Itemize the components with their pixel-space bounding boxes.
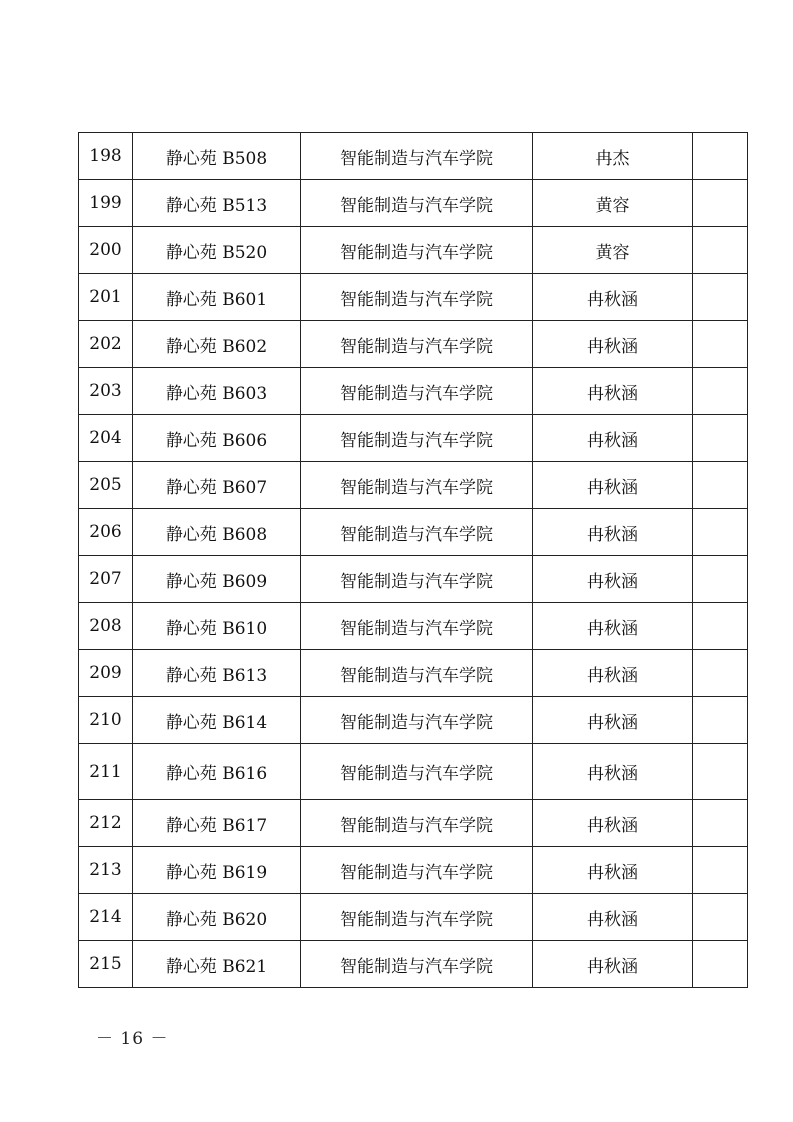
room-cell: 静心苑 B621 [133,941,301,988]
college-cell: 智能制造与汽车学院 [301,697,533,744]
table-row [79,697,748,744]
table-row [79,941,748,988]
name-cell: 冉秋涵 [533,274,693,321]
table-row [79,274,748,321]
name-cell: 黄容 [533,227,693,274]
table-row [79,321,748,368]
table-row [79,556,748,603]
college-cell: 智能制造与汽车学院 [301,509,533,556]
name-cell: 冉秋涵 [533,744,693,800]
college-cell: 智能制造与汽车学院 [301,894,533,941]
name-cell: 冉秋涵 [533,894,693,941]
college-cell: 智能制造与汽车学院 [301,556,533,603]
name-cell: 冉秋涵 [533,603,693,650]
note-cell [693,321,748,368]
name-cell: 冉杰 [533,133,693,180]
table-row [79,894,748,941]
table-row [79,800,748,847]
college-cell: 智能制造与汽车学院 [301,847,533,894]
row-number: 215 [79,941,133,988]
note-cell [693,227,748,274]
note-cell [693,556,748,603]
table-row [79,133,748,180]
row-number: 211 [79,744,133,800]
college-cell: 智能制造与汽车学院 [301,133,533,180]
row-number: 206 [79,509,133,556]
table-row [79,847,748,894]
room-cell: 静心苑 B620 [133,894,301,941]
room-cell: 静心苑 B607 [133,462,301,509]
note-cell [693,603,748,650]
note-cell [693,941,748,988]
room-cell: 静心苑 B606 [133,415,301,462]
table-row [79,603,748,650]
row-number: 199 [79,180,133,227]
note-cell [693,697,748,744]
room-cell: 静心苑 B613 [133,650,301,697]
name-cell: 冉秋涵 [533,509,693,556]
table-row [79,368,748,415]
row-number: 201 [79,274,133,321]
row-number: 202 [79,321,133,368]
row-number: 205 [79,462,133,509]
room-cell: 静心苑 B602 [133,321,301,368]
college-cell: 智能制造与汽车学院 [301,321,533,368]
room-cell: 静心苑 B513 [133,180,301,227]
note-cell [693,133,748,180]
room-cell: 静心苑 B520 [133,227,301,274]
college-cell: 智能制造与汽车学院 [301,415,533,462]
row-number: 214 [79,894,133,941]
room-cell: 静心苑 B508 [133,133,301,180]
row-number: 213 [79,847,133,894]
name-cell: 冉秋涵 [533,650,693,697]
row-number: 208 [79,603,133,650]
room-cell: 静心苑 B609 [133,556,301,603]
table-row [79,462,748,509]
name-cell: 冉秋涵 [533,462,693,509]
college-cell: 智能制造与汽车学院 [301,744,533,800]
college-cell: 智能制造与汽车学院 [301,650,533,697]
name-cell: 冉秋涵 [533,697,693,744]
college-cell: 智能制造与汽车学院 [301,274,533,321]
row-number: 203 [79,368,133,415]
table-row [79,509,748,556]
college-cell: 智能制造与汽车学院 [301,227,533,274]
name-cell: 冉秋涵 [533,321,693,368]
room-cell: 静心苑 B601 [133,274,301,321]
table-row [79,744,748,800]
name-cell: 黄容 [533,180,693,227]
row-number: 210 [79,697,133,744]
room-cell: 静心苑 B610 [133,603,301,650]
note-cell [693,650,748,697]
room-cell: 静心苑 B603 [133,368,301,415]
note-cell [693,368,748,415]
note-cell [693,415,748,462]
note-cell [693,180,748,227]
name-cell: 冉秋涵 [533,941,693,988]
row-number: 200 [79,227,133,274]
note-cell [693,509,748,556]
page-number: － 16 － [96,1029,169,1049]
row-number: 198 [79,133,133,180]
table-row [79,650,748,697]
row-number: 212 [79,800,133,847]
note-cell [693,462,748,509]
name-cell: 冉秋涵 [533,556,693,603]
room-cell: 静心苑 B616 [133,744,301,800]
table-row [79,415,748,462]
college-cell: 智能制造与汽车学院 [301,941,533,988]
college-cell: 智能制造与汽车学院 [301,462,533,509]
room-cell: 静心苑 B608 [133,509,301,556]
note-cell [693,744,748,800]
college-cell: 智能制造与汽车学院 [301,180,533,227]
college-cell: 智能制造与汽车学院 [301,603,533,650]
college-cell: 智能制造与汽车学院 [301,800,533,847]
name-cell: 冉秋涵 [533,847,693,894]
note-cell [693,274,748,321]
name-cell: 冉秋涵 [533,415,693,462]
room-cell: 静心苑 B614 [133,697,301,744]
note-cell [693,847,748,894]
row-number: 207 [79,556,133,603]
name-cell: 冉秋涵 [533,800,693,847]
dormitory-table [78,132,748,988]
name-cell: 冉秋涵 [533,368,693,415]
note-cell [693,894,748,941]
note-cell [693,800,748,847]
row-number: 204 [79,415,133,462]
table-row [79,180,748,227]
college-cell: 智能制造与汽车学院 [301,368,533,415]
row-number: 209 [79,650,133,697]
room-cell: 静心苑 B617 [133,800,301,847]
table-row [79,227,748,274]
room-cell: 静心苑 B619 [133,847,301,894]
